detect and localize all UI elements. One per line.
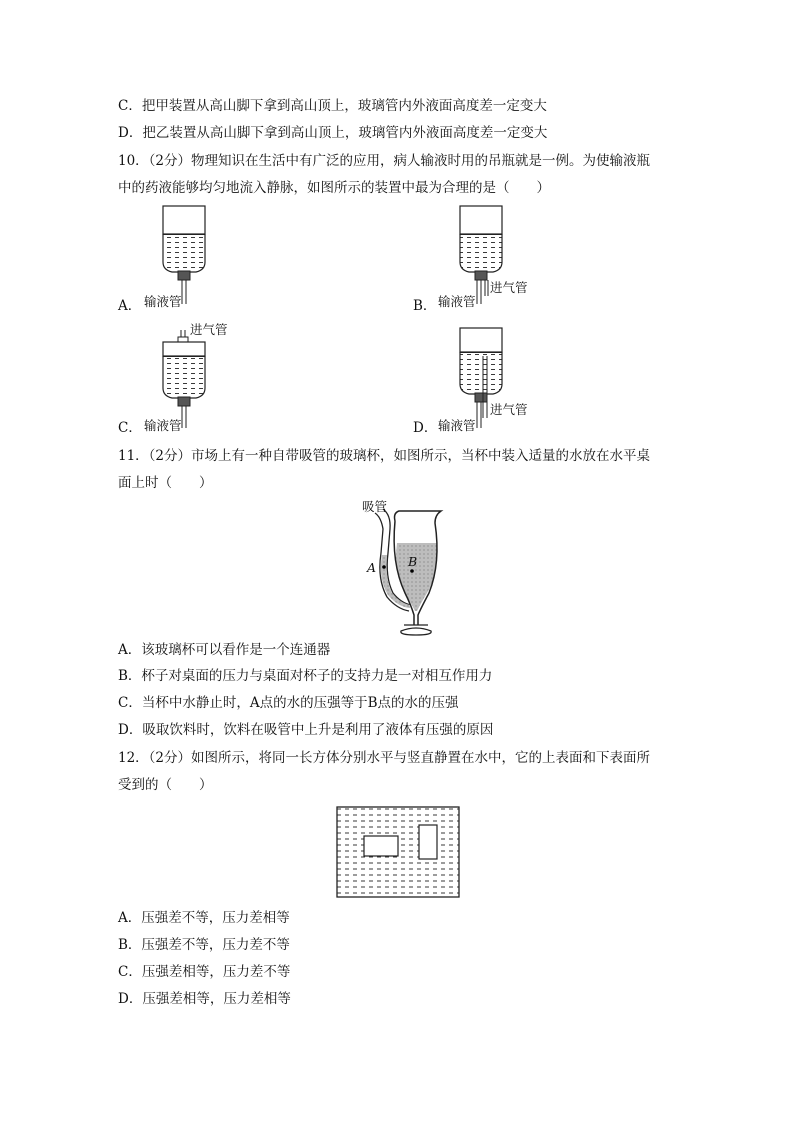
- q10-stem-line1: 10．（2分）物理知识在生活中有广泛的应用，病人输液时用的吊瓶就是一例。为使输液瓶: [118, 153, 651, 169]
- q9-option-c: C．把甲装置从高山脚下拿到高山顶上，玻璃管内外液面高度差一定变大: [118, 98, 547, 114]
- q9-option-d: D．把乙装置从高山脚下拿到高山顶上，玻璃管内外液面高度差一定变大: [118, 125, 548, 141]
- q11-point-a-label: A: [367, 560, 377, 575]
- q10-option-d-label: D．: [413, 420, 438, 436]
- q10-option-a-label: A．: [118, 298, 142, 314]
- q11-option-d: D．吸取饮料时，饮料在吸管中上升是利用了液体有压强的原因: [118, 722, 494, 738]
- q10-c-tube-label: 输液管: [144, 418, 182, 433]
- q12-option-d: D．压强差相等，压力差相等: [118, 991, 291, 1007]
- q10-b-vent-label: 进气管: [490, 280, 528, 295]
- q10-stem-line2: 中的药液能够均匀地流入静脉，如图所示的装置中最为合理的是（ ）: [118, 180, 550, 196]
- q12-option-c: C．压强差相等，压力差不等: [118, 964, 291, 980]
- q12-water-tank-figure: [336, 806, 460, 898]
- q10-c-vent-label: 进气管: [190, 322, 228, 337]
- q11-option-a: A．该玻璃杯可以看作是一个连通器: [118, 642, 331, 658]
- q11-point-b-label: B: [408, 554, 418, 569]
- q10-option-c-label: C．: [118, 420, 142, 436]
- q12-option-a: A．压强差不等，压力差相等: [118, 910, 290, 926]
- q12-stem-line1: 12．（2分）如图所示，将同一长方体分别水平与竖直静置在水中，它的上表面和下表面所: [118, 750, 651, 766]
- q11-stem-line2: 面上时（ ）: [118, 475, 213, 491]
- q10-a-tube-label: 输液管: [144, 294, 182, 309]
- q10-option-b-label: B．: [413, 298, 437, 314]
- q11-stem-line1: 11．（2分）市场上有一种自带吸管的玻璃杯，如图所示，当杯中装入适量的水放在水平桌: [118, 448, 651, 464]
- q10-d-tube-label: 输液管: [438, 418, 476, 433]
- q12-stem-line2: 受到的（ ）: [118, 777, 213, 793]
- q10-b-tube-label: 输液管: [438, 294, 476, 309]
- q12-option-b: B．压强差不等，压力差不等: [118, 937, 290, 953]
- q11-straw-label: 吸管: [362, 499, 388, 514]
- q11-option-b: B．杯子对桌面的压力与桌面对杯子的支持力是一对相互作用力: [118, 668, 493, 684]
- q10-d-vent-label: 进气管: [490, 402, 528, 417]
- q11-option-c: C．当杯中水静止时，A点的水的压强等于B点的水的压强: [118, 695, 459, 711]
